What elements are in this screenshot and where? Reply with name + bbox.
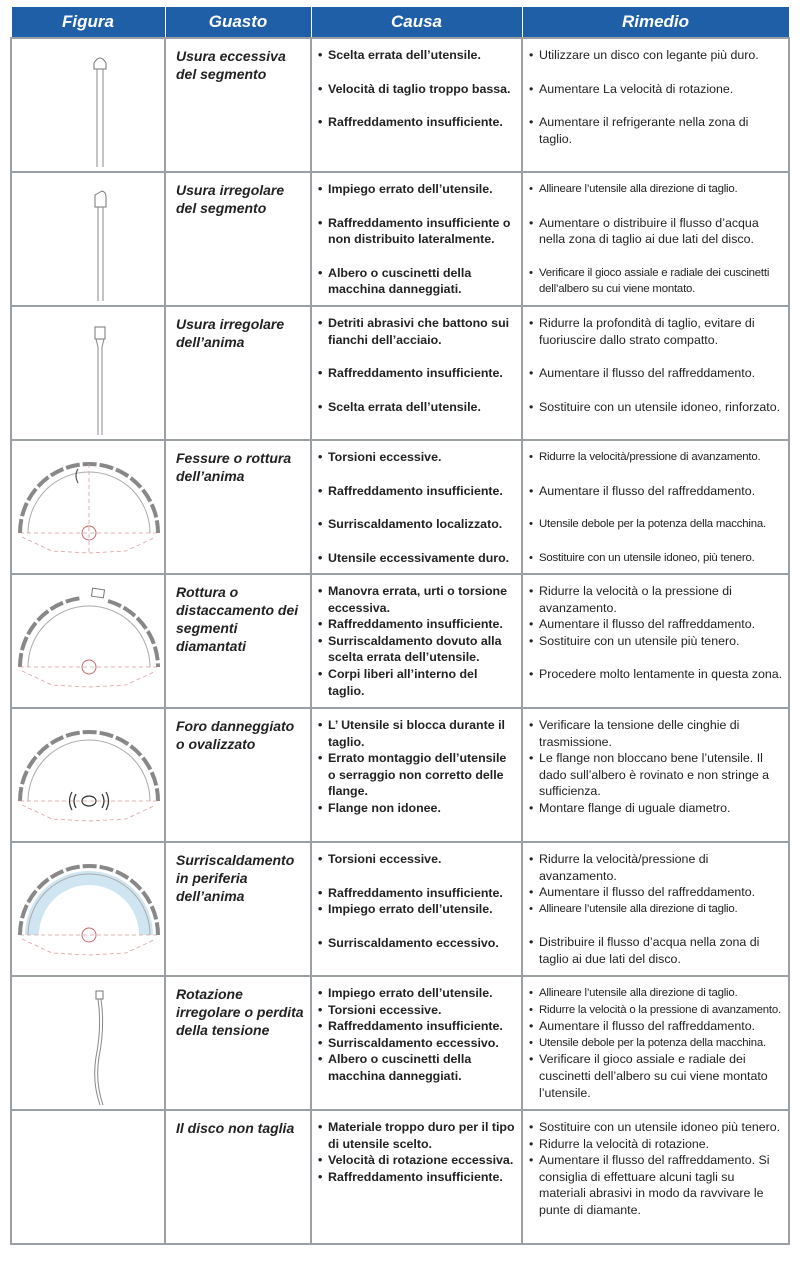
- cause-item: • Velocità di taglio troppo bassa.: [318, 81, 517, 98]
- cause-item: • Albero o cuscinetti della macchina danneggiati.: [318, 1051, 517, 1084]
- cause-cell: [311, 976, 522, 1110]
- remedy-item: • Ridurre la velocità/pressione di avanzamento.: [529, 449, 784, 466]
- cause-cell: [311, 708, 522, 842]
- remedy-item: • Aumentare La velocità di rotazione.: [529, 81, 784, 98]
- figure-cell: [11, 38, 165, 172]
- remedy-item: • Sostituire con un utensile idoneo, più tenero.: [529, 550, 784, 567]
- cause-item: • Torsioni eccessive.: [318, 851, 517, 868]
- cause-item: • Impiego errato dell’utensile.: [318, 985, 517, 1002]
- remedy-item: • Ridurre la velocità/pressione di avanzamento.: [529, 851, 784, 884]
- table-row: [11, 842, 789, 976]
- remedy-item: • Verificare la tensione delle cinghie di trasmissione.: [529, 717, 784, 750]
- figure-cell: [11, 306, 165, 440]
- remedy-cell: [522, 708, 789, 842]
- cause-cell: [311, 38, 522, 172]
- cause-item: • Raffreddamento insufficiente.: [318, 483, 517, 500]
- fault-label: Fessure o rottura dell’anima: [165, 440, 311, 574]
- fault-label: Rotazione irregolare o perdita della tensione: [165, 976, 311, 1110]
- cause-item: • Raffreddamento insufficiente.: [318, 885, 517, 902]
- remedy-item: • Sostituire con un utensile idoneo più tenero.: [529, 1119, 784, 1136]
- table-row: [11, 38, 789, 172]
- remedy-item: • Procedere molto lentamente in questa zona.: [529, 666, 784, 683]
- cause-cell: [311, 172, 522, 306]
- remedy-item: • Verificare il gioco assiale e radiale dei cuscinetti dell’albero su cui viene montato l’utensile.: [529, 1051, 784, 1101]
- remedy-cell: [522, 574, 789, 708]
- cause-item: • L’ Utensile si blocca durante il taglio.: [318, 717, 517, 750]
- broken-segment-disc-icon: [12, 575, 166, 707]
- table-row: [11, 574, 789, 708]
- fault-label: Il disco non taglia: [165, 1110, 311, 1244]
- remedy-item: • Allineare l’utensile alla direzione di taglio.: [529, 901, 784, 918]
- remedy-item: • Distribuire il flusso d’acqua nella zona di taglio ai due lati del disco.: [529, 934, 784, 967]
- fault-label: Surriscaldamento in periferia dell’anima: [165, 842, 311, 976]
- remedy-item: • Le flange non bloccano bene l’utensile. Il dado sull’albero è rovinato e non stringe a sufficienza.: [529, 750, 784, 800]
- cause-item: • Utensile eccessivamente duro.: [318, 550, 517, 567]
- cause-cell: [311, 574, 522, 708]
- cause-item: • Scelta errata dell’utensile.: [318, 47, 517, 64]
- cause-item: • Scelta errata dell’utensile.: [318, 399, 517, 416]
- fault-label: Rottura o distaccamento dei segmenti diamantati: [165, 574, 311, 708]
- header-causa: Causa: [311, 7, 522, 39]
- cause-item: • Surriscaldamento eccessivo.: [318, 1035, 517, 1052]
- remedy-cell: [522, 440, 789, 574]
- remedy-item: • Sostituire con un utensile idoneo, rinforzato.: [529, 399, 784, 416]
- remedy-item: • Aumentare il flusso del raffreddamento.: [529, 1018, 784, 1035]
- remedy-item: • Aumentare il flusso del raffreddamento. Si consiglia di effettuare alcuni tagli su materiali abrasivi in modo da ravvivare le punte di diamante.: [529, 1152, 784, 1218]
- cause-item: • Manovra errata, urti o torsione eccessiva.: [318, 583, 517, 616]
- cause-item: • Surriscaldamento localizzato.: [318, 516, 517, 533]
- remedy-item: • Utilizzare un disco con legante più duro.: [529, 47, 784, 64]
- remedy-cell: [522, 842, 789, 976]
- figure-cell: [11, 172, 165, 306]
- remedy-cell: [522, 38, 789, 172]
- cause-item: • Materiale troppo duro per il tipo di utensile scelto.: [318, 1119, 517, 1152]
- header-row: [11, 7, 789, 39]
- cause-item: • Impiego errato dell’utensile.: [318, 901, 517, 918]
- cracked-disc-icon: [12, 441, 166, 573]
- remedy-item: • Aumentare o distribuire il flusso d’acqua nella zona di taglio ai due lati del disco.: [529, 215, 784, 248]
- remedy-cell: [522, 976, 789, 1110]
- table-row: [11, 976, 789, 1110]
- cause-cell: [311, 440, 522, 574]
- cause-item: • Detriti abrasivi che battono sui fianchi dell’acciaio.: [318, 315, 517, 348]
- cause-item: • Surriscaldamento dovuto alla scelta errata dell’utensile.: [318, 633, 517, 666]
- fault-label: Foro danneggiato o ovalizzato: [165, 708, 311, 842]
- table-row: [11, 172, 789, 306]
- table-row: [11, 708, 789, 842]
- table-row: [11, 440, 789, 574]
- table-row: [11, 306, 789, 440]
- cause-cell: [311, 1110, 522, 1244]
- header-guasto: Guasto: [165, 7, 311, 39]
- remedy-item: • Aumentare il flusso del raffreddamento.: [529, 884, 784, 901]
- cause-item: • Surriscaldamento eccessivo.: [318, 935, 517, 952]
- figure-cell: [11, 976, 165, 1110]
- remedy-item: • Ridurre la velocità di rotazione.: [529, 1136, 784, 1153]
- remedy-cell: [522, 172, 789, 306]
- figure-cell: [11, 708, 165, 842]
- remedy-item: • Montare flange di uguale diametro.: [529, 800, 784, 817]
- remedy-item: • Ridurre la profondità di taglio, evitare di fuoriuscire dallo strato compatto.: [529, 315, 784, 348]
- remedy-item: • Ridurre la velocità o la pressione di avanzamento.: [529, 1002, 784, 1019]
- cause-item: • Velocità di rotazione eccessiva.: [318, 1152, 517, 1169]
- figure-cell: [11, 574, 165, 708]
- blade-uneven-segment-icon: [12, 173, 166, 305]
- cause-cell: [311, 306, 522, 440]
- fault-label: Usura eccessiva del segmento: [165, 38, 311, 172]
- cause-item: • Flange non idonee.: [318, 800, 517, 817]
- cause-item: • Corpi liberi all’interno del taglio.: [318, 666, 517, 699]
- remedy-item: • Utensile debole per la potenza della macchina.: [529, 1035, 784, 1052]
- cause-item: • Torsioni eccessive.: [318, 1002, 517, 1019]
- cause-item: • Raffreddamento insufficiente.: [318, 114, 517, 131]
- blade-core-wear-icon: [12, 307, 166, 439]
- remedy-item: • Allineare l’utensile alla direzione di taglio.: [529, 985, 784, 1002]
- remedy-cell: [522, 1110, 789, 1244]
- remedy-item: • Verificare il gioco assiale e radiale dei cuscinetti dell’albero su cui viene montato.: [529, 265, 784, 298]
- cause-item: • Errato montaggio dell’utensile o serraggio non corretto delle flange.: [318, 750, 517, 800]
- remedy-item: • Sostituire con un utensile più tenero.: [529, 633, 784, 650]
- overheated-disc-icon: [12, 843, 166, 975]
- cause-item: • Torsioni eccessive.: [318, 449, 517, 466]
- cause-item: • Impiego errato dell’utensile.: [318, 181, 517, 198]
- table-row: [11, 1110, 789, 1244]
- fault-label: Usura irregolare del segmento: [165, 172, 311, 306]
- cause-item: • Raffreddamento insufficiente o non distribuito lateralmente.: [318, 215, 517, 248]
- troubleshooting-table: [10, 6, 790, 1245]
- cause-item: • Raffreddamento insufficiente.: [318, 1018, 517, 1035]
- warped-blade-icon: [12, 977, 166, 1109]
- damaged-bore-disc-icon: [12, 709, 166, 841]
- cause-cell: [311, 842, 522, 976]
- remedy-cell: [522, 306, 789, 440]
- figure-cell: [11, 842, 165, 976]
- remedy-item: • Allineare l’utensile alla direzione di taglio.: [529, 181, 784, 198]
- cause-item: • Raffreddamento insufficiente.: [318, 1169, 517, 1186]
- figure-cell: [11, 1110, 165, 1244]
- remedy-item: • Aumentare il flusso del raffreddamento.: [529, 365, 784, 382]
- fault-label: Usura irregolare dell’anima: [165, 306, 311, 440]
- remedy-item: • Aumentare il flusso del raffreddamento.: [529, 483, 784, 500]
- cause-item: • Albero o cuscinetti della macchina danneggiati.: [318, 265, 517, 298]
- blade-segment-wear-icon: [12, 39, 166, 171]
- figure-cell: [11, 440, 165, 574]
- header-rimedio: Rimedio: [522, 7, 789, 39]
- header-figura: Figura: [11, 7, 165, 39]
- remedy-item: • Aumentare il flusso del raffreddamento.: [529, 616, 784, 633]
- cause-item: • Raffreddamento insufficiente.: [318, 616, 517, 633]
- cause-item: • Raffreddamento insufficiente.: [318, 365, 517, 382]
- remedy-item: • Aumentare il refrigerante nella zona di taglio.: [529, 114, 784, 147]
- remedy-item: • Ridurre la velocità o la pressione di avanzamento.: [529, 583, 784, 616]
- remedy-item: • Utensile debole per la potenza della macchina.: [529, 516, 784, 533]
